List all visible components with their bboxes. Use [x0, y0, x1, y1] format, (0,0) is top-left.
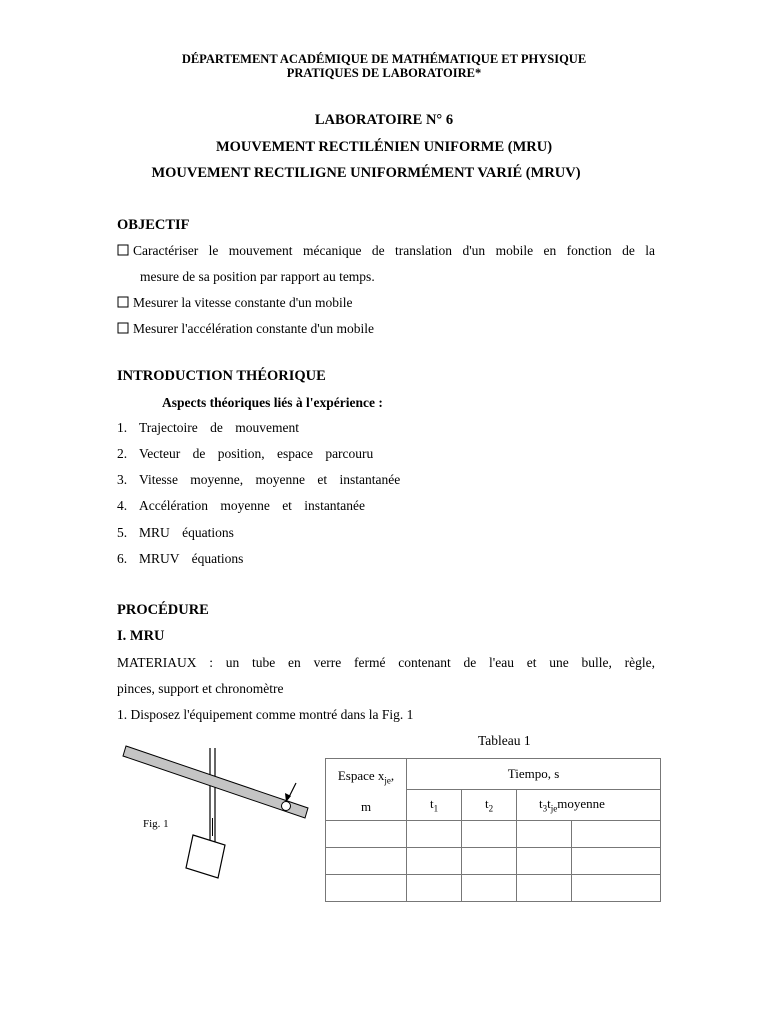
table-cell [407, 874, 462, 901]
table-cell [462, 847, 517, 874]
objectif-item-text: Mesurer l'accélération constante d'un mobile [133, 321, 375, 336]
table-cell [572, 820, 661, 847]
objectif-item-1-cont: mesure de sa position par rapport au temps. [140, 269, 375, 284]
objectif-item-2 [117, 295, 353, 311]
t-label: t [539, 795, 543, 811]
espace-header [326, 759, 407, 821]
t3-moyenne-header [517, 789, 661, 820]
list-text: Vitesse moyenne, moyenne et instantanée [139, 472, 401, 487]
t-label: t [547, 795, 551, 811]
table-cell [407, 820, 462, 847]
practice-header: PRATIQUES DE LABORATOIRE* [286, 66, 482, 80]
intro-item-6 [117, 551, 243, 567]
t-subscript: 3 [542, 803, 548, 814]
table-cell [572, 874, 661, 901]
materials-line-2: pinces, support et chronomètre [117, 681, 284, 696]
table-cell [517, 820, 572, 847]
figure-label: Fig. 1 [143, 818, 169, 830]
list-number: 3. [117, 472, 128, 487]
objectif-heading: OBJECTIF [117, 217, 190, 233]
weight-box [186, 835, 225, 878]
moyenne-label: moyenne [557, 795, 605, 811]
tiempo-header: Tiempo, s [407, 759, 661, 790]
procedure-subheading: I. MRU [117, 628, 165, 644]
t-subscript: 1 [433, 803, 439, 814]
list-number: 1. [117, 420, 128, 435]
table-row [326, 847, 661, 874]
list-text: Accélération moyenne et instantanée [139, 498, 366, 513]
missing-glyph-icon [117, 322, 129, 334]
list-number: 2. [117, 446, 128, 461]
table-cell [517, 847, 572, 874]
bubble [282, 802, 291, 811]
lab-title: LABORATOIRE N° 6 [314, 112, 454, 128]
t1-header [407, 789, 462, 820]
espace-suffix: , [390, 768, 395, 783]
objectif-item-3 [117, 321, 374, 337]
department-header: DÉPARTEMENT ACADÉMIQUE DE MATHÉMATIQUE ET PHYSIQUE [181, 52, 587, 66]
table-cell [326, 847, 407, 874]
introduction-heading: INTRODUCTION THÉORIQUE [117, 368, 326, 384]
list-number: 5. [117, 525, 128, 540]
intro-item-4 [117, 498, 365, 514]
intro-item-1 [117, 420, 299, 436]
espace-unit: m [360, 798, 372, 814]
mru-title: MOUVEMENT RECTILÉNIEN UNIFORME (MRU) [215, 139, 553, 155]
table-caption: Tableau 1 [478, 733, 531, 748]
introduction-subheading: Aspects théoriques liés à l'expérience : [162, 395, 383, 410]
table-cell [462, 874, 517, 901]
intro-item-5 [117, 525, 234, 541]
table-cell [517, 874, 572, 901]
objectif-item-text: Caractériser le mouvement mécanique de translation d'un mobile en fonction de la [133, 243, 655, 258]
data-table [325, 758, 661, 902]
t-subscript: je [550, 803, 558, 814]
mruv-title: MOUVEMENT RECTILIGNE UNIFORMÉMENT VARIÉ (MRUV) [151, 165, 581, 181]
table-row [326, 820, 661, 847]
step-1: 1. Disposez l'équipement comme montré dans la Fig. 1 [117, 707, 414, 722]
objectif-item-text: Mesurer la vitesse constante d'un mobile [133, 295, 353, 310]
t-label: t [429, 795, 434, 811]
list-text: Vecteur de position, espace parcouru [139, 446, 374, 461]
list-text: MRU équations [139, 525, 234, 540]
apparatus-figure [120, 738, 320, 888]
list-text: MRUV équations [139, 551, 244, 566]
list-text: Trajectoire de mouvement [139, 420, 299, 435]
t2-header [462, 789, 517, 820]
missing-glyph-icon [117, 244, 129, 256]
objectif-item-1 [117, 243, 655, 259]
t-label: t [484, 795, 489, 811]
espace-subscript: je [384, 775, 391, 786]
t-subscript: 2 [488, 803, 494, 814]
espace-label: Espace x [337, 768, 385, 783]
procedure-heading: PROCÉDURE [117, 602, 209, 618]
list-number: 4. [117, 498, 128, 513]
intro-item-3 [117, 472, 400, 488]
materials-line-1: MATERIAUX : un tube en verre fermé contenant de l'eau et une bulle, règle, [117, 655, 655, 670]
list-number: 6. [117, 551, 128, 566]
intro-item-2 [117, 446, 373, 462]
table-row [326, 874, 661, 901]
table-cell [326, 874, 407, 901]
table-cell [572, 847, 661, 874]
missing-glyph-icon [117, 296, 129, 308]
table-cell [462, 820, 517, 847]
table-cell [407, 847, 462, 874]
table-cell [326, 820, 407, 847]
